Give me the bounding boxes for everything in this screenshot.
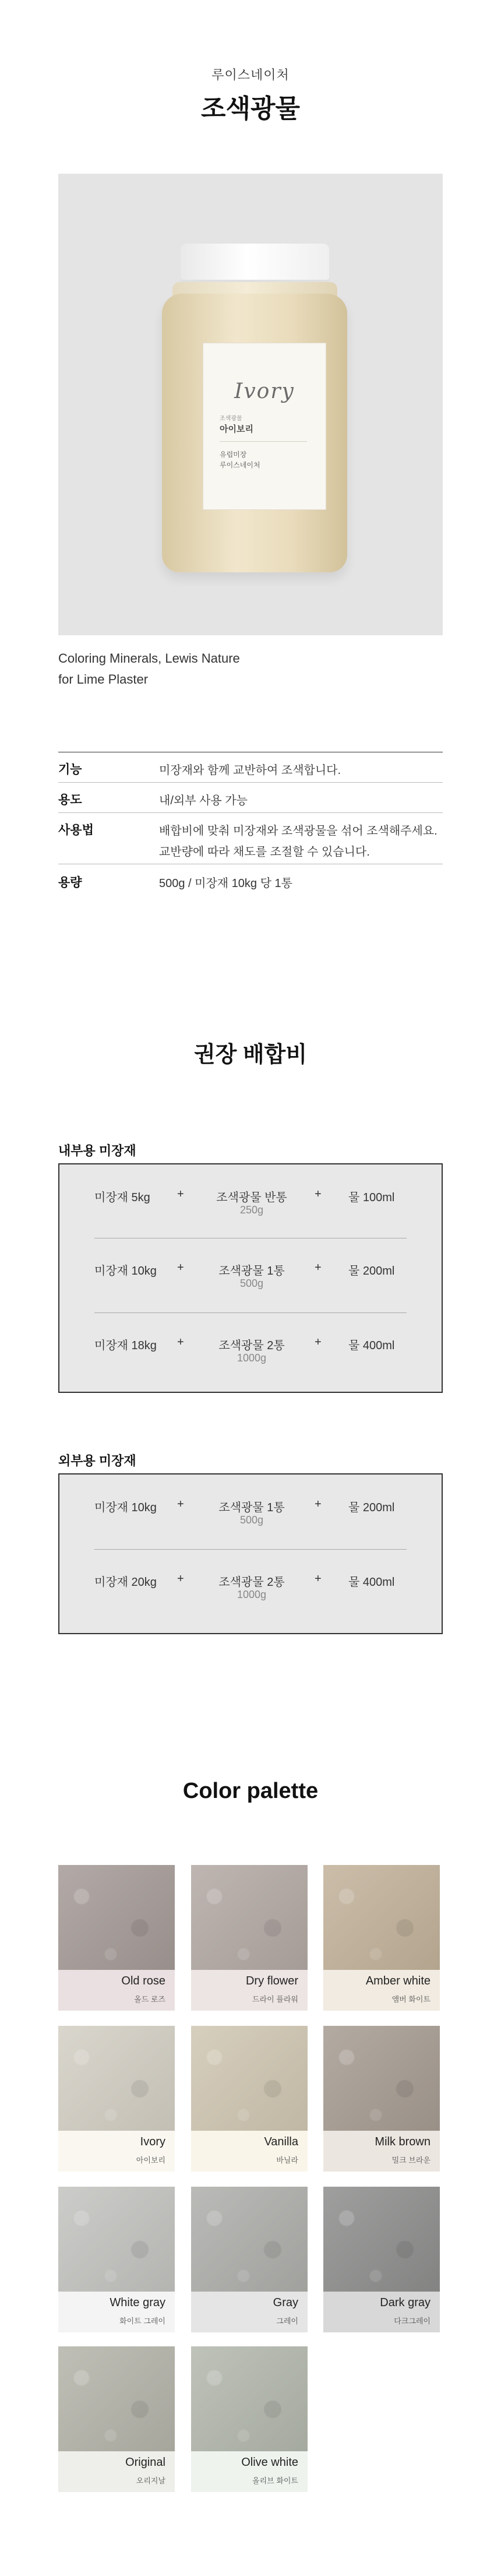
mix-section-title: 권장 배합비: [193, 1043, 308, 1067]
swatch-caption: [323, 1970, 440, 2011]
spec-key-method: 사용법: [58, 824, 94, 837]
interior-group-label: 내부용 미장재: [58, 1143, 136, 1158]
mix-mineral: 조색광물 반통: [216, 1191, 287, 1204]
label-script-name: Ivory: [234, 379, 295, 403]
swatch-name-ko: 앰버 화이트: [391, 1995, 431, 2004]
swatch-texture: [58, 1865, 175, 1970]
mix-water: 물 100ml: [348, 1191, 395, 1204]
mix-mineral: 조색광물 1통: [218, 1501, 285, 1514]
brand-name: 루이스네이처: [211, 68, 290, 82]
swatch-name-ko: 올드 로즈: [134, 1995, 165, 2004]
spec-divider: [58, 782, 443, 783]
spec-key-function: 기능: [58, 763, 82, 776]
swatch-texture: [323, 2187, 440, 2292]
spec-value-method-2: 교반량에 따라 채도를 조절할 수 있습니다.: [159, 846, 370, 858]
swatch-white-gray: [58, 2187, 175, 2332]
swatch-dry-flower: [191, 1865, 308, 2011]
plus-sign: +: [315, 1572, 322, 1585]
swatch-texture: [323, 1865, 440, 1970]
swatch-caption: [323, 2292, 440, 2332]
swatch-name-ko: 바닐라: [276, 2156, 298, 2165]
mix-base: 미장재 18kg: [94, 1339, 157, 1352]
swatch-name-ko: 그레이: [276, 2317, 298, 2325]
swatch-texture: [58, 2346, 175, 2451]
plus-sign: +: [315, 1336, 322, 1349]
swatch-caption: [58, 2131, 175, 2172]
mix-row: [59, 1238, 442, 1296]
swatch-texture: [58, 2026, 175, 2131]
swatch-caption: [191, 2292, 308, 2332]
jar-lid: [181, 244, 329, 283]
description-line: for Lime Plaster: [58, 672, 149, 687]
swatch-name-en: Dark gray: [380, 2296, 431, 2309]
mix-water: 물 400ml: [348, 1339, 395, 1352]
swatch-name-ko: 밀크 브라운: [391, 2156, 431, 2165]
spec-value-usage: 내/외부 사용 가능: [159, 794, 248, 807]
swatch-name-en: Old rose: [121, 1975, 165, 1987]
spec-key-capacity: 용량: [58, 876, 82, 889]
swatch-amber-white: [323, 1865, 440, 2011]
description-line: Coloring Minerals, Lewis Nature: [58, 651, 240, 666]
plus-sign: +: [177, 1498, 184, 1511]
label-category: 조색광물: [220, 416, 242, 422]
swatch-name-en: Vanilla: [264, 2135, 298, 2148]
label-divider: [220, 441, 307, 442]
swatch-texture: [191, 2187, 308, 2292]
swatch-texture: [191, 2026, 308, 2131]
swatch-name-ko: 올리브 화이트: [252, 2476, 298, 2485]
swatch-old-rose: [58, 1865, 175, 2011]
plus-sign: +: [315, 1188, 322, 1201]
label-line1: 유럽미장: [220, 451, 247, 459]
swatch-name-en: Milk brown: [375, 2135, 431, 2148]
swatch-caption: [191, 2131, 308, 2172]
swatch-name-en: Dry flower: [245, 1975, 298, 1987]
swatch-name-ko: 다크그레이: [394, 2317, 431, 2325]
swatch-caption: [191, 2451, 308, 2492]
swatch-name-en: Gray: [273, 2296, 298, 2309]
swatch-name-ko: 화이트 그레이: [119, 2317, 165, 2325]
jar-label: [203, 343, 326, 510]
swatch-texture: [323, 2026, 440, 2131]
plus-sign: +: [177, 1572, 184, 1585]
mix-base: 미장재 20kg: [94, 1576, 157, 1589]
mix-mineral: 조색광물 2통: [218, 1576, 285, 1589]
mix-mineral: 조색광물 1통: [218, 1265, 285, 1278]
spec-key-usage: 용도: [58, 793, 82, 807]
mix-weight: 500g: [239, 1514, 264, 1526]
spec-divider: [58, 812, 443, 813]
plus-sign: +: [177, 1336, 184, 1349]
mix-row: [59, 1474, 442, 1533]
mix-weight: 1000g: [237, 1352, 267, 1364]
swatch-caption: [323, 2131, 440, 2172]
exterior-group-label: 외부용 미장재: [58, 1454, 136, 1468]
swatch-dark-gray: [323, 2187, 440, 2332]
swatch-caption: [191, 1970, 308, 2011]
mix-base: 미장재 10kg: [94, 1501, 157, 1514]
mix-base: 미장재 5kg: [94, 1191, 150, 1204]
swatch-name-en: Ivory: [140, 2135, 165, 2148]
swatch-name-en: White gray: [110, 2296, 165, 2309]
swatch-caption: [58, 2292, 175, 2332]
swatch-original: [58, 2346, 175, 2492]
swatch-gray: [191, 2187, 308, 2332]
swatch-caption: [58, 1970, 175, 2011]
label-color-name: 아이보리: [220, 424, 253, 434]
mix-mineral: 조색광물 2통: [218, 1339, 285, 1352]
palette-title: Color palette: [182, 1779, 319, 1803]
label-line2: 루이스네이처: [220, 461, 260, 469]
swatch-ivory: [58, 2026, 175, 2172]
plus-sign: +: [315, 1261, 322, 1274]
swatch-name-en: Amber white: [365, 1975, 431, 1987]
swatch-name-ko: 아이보리: [136, 2156, 165, 2165]
swatch-texture: [191, 2346, 308, 2451]
mix-row: [59, 1164, 442, 1223]
swatch-caption: [58, 2451, 175, 2492]
mix-weight: 1000g: [237, 1589, 267, 1600]
mix-row: [59, 1312, 442, 1371]
swatch-name-ko: 오리지날: [136, 2476, 165, 2485]
swatch-texture: [191, 1865, 308, 1970]
interior-mix-table: [58, 1163, 443, 1393]
swatch-name-en: Original: [125, 2456, 165, 2469]
swatch-name-en: Olive white: [241, 2456, 298, 2469]
mix-weight: 500g: [239, 1278, 264, 1289]
product-image: [58, 174, 443, 635]
swatch-olive-white: [191, 2346, 308, 2492]
mix-weight: 250g: [239, 1204, 264, 1216]
mix-water: 물 200ml: [348, 1265, 395, 1278]
spec-value-method-1: 배합비에 맞춰 미장재와 조색광물을 섞어 조색해주세요.: [159, 825, 438, 837]
mix-row: [59, 1549, 442, 1607]
mix-water: 물 200ml: [348, 1501, 395, 1514]
swatch-name-ko: 드라이 플라워: [252, 1995, 298, 2004]
page-title: 조색광물: [200, 94, 300, 123]
mix-water: 물 400ml: [348, 1576, 395, 1589]
swatch-texture: [58, 2187, 175, 2292]
swatch-milk-brown: [323, 2026, 440, 2172]
plus-sign: +: [177, 1261, 184, 1274]
exterior-mix-table: [58, 1473, 443, 1634]
plus-sign: +: [315, 1498, 322, 1511]
product-description: [58, 648, 338, 690]
mix-base: 미장재 10kg: [94, 1265, 157, 1278]
swatch-vanilla: [191, 2026, 308, 2172]
spec-value-capacity: 500g / 미장재 10kg 당 1통: [159, 877, 292, 890]
plus-sign: +: [177, 1188, 184, 1201]
spec-value-function: 미장재와 함께 교반하여 조색합니다.: [159, 764, 341, 777]
